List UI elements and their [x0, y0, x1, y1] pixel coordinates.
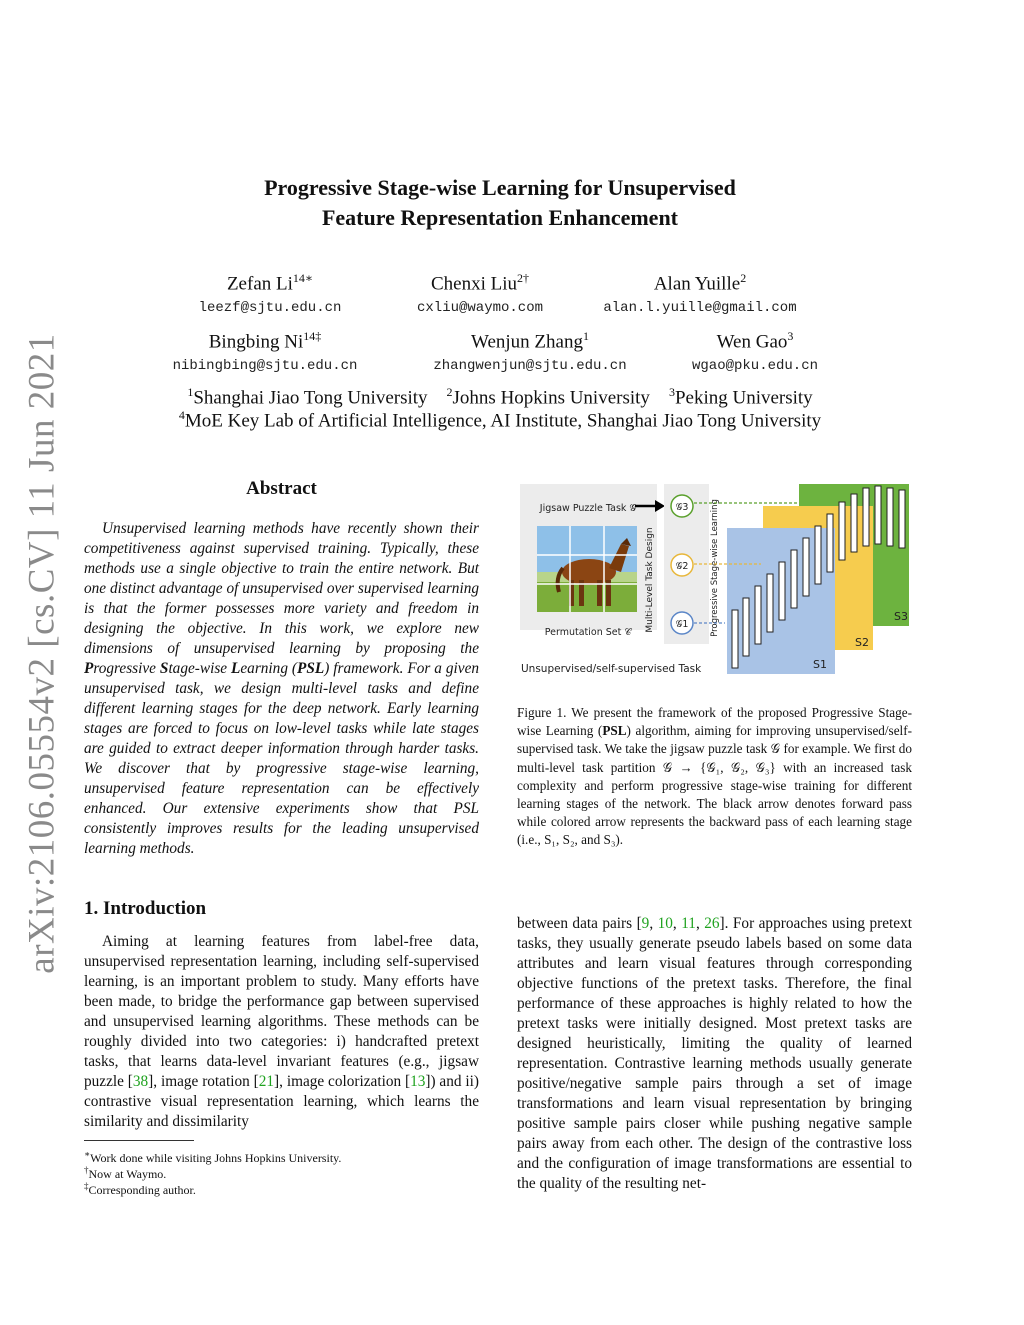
bottom-task-label: Unsupervised/self-supervised Task: [521, 663, 702, 675]
author-name-text: Chenxi Liu: [430, 273, 518, 295]
author-name-text: Wenjun Zhang: [471, 331, 583, 353]
affil-mark: 2: [446, 385, 453, 399]
footnote-text: Work done while visiting Johns Hopkins University.: [90, 1151, 342, 1165]
intro-text: ]. For approaches using pretext tasks, they usually generate pseudo labels based on some data attributes and learn visual features through corresponding objective functions of the pretext tasks. Therefore, the final performance of these approaches is highly related to how the pretext tasks were initially designed. Most pretext tasks are designed heuristically, limiting the quality of learned representation. Contrastive learning methods usually generate positive/negative sample pairs through a set of image transformations and learn visual representation by bringing positive sample pairs closer while pushing negative sample pairs away from each other. The design of the contrastive loss and the configuration of image transformations are essential to the quality of the resulting net-: [517, 915, 912, 1192]
footnote-mark: ∗: [84, 1149, 91, 1159]
author-name-text: Alan Yuille: [653, 273, 741, 295]
footnote-text: Corresponding author.: [88, 1183, 196, 1197]
abstract-heading: Abstract: [246, 478, 317, 499]
footnote-mark: †: [84, 1165, 89, 1175]
author-name: [390, 271, 570, 295]
intro-text: ,: [695, 915, 705, 932]
citation-link[interactable]: 26: [704, 915, 720, 932]
horse-image: [537, 526, 637, 612]
forward-arrowhead: [655, 500, 665, 512]
arxiv-identifier: [18, 332, 66, 974]
citation-link[interactable]: 38: [132, 1073, 149, 1090]
s3-label: S3: [894, 610, 908, 623]
g3-label: 𝒢3: [675, 502, 689, 513]
footnote: [84, 1178, 196, 1198]
author-affil-mark: 14‡: [303, 329, 322, 343]
intro-text: ,: [672, 915, 682, 932]
author-email[interactable]: wgao@pku.edu.cn: [691, 358, 819, 374]
author-name: [175, 329, 355, 353]
g1-label: 𝒢1: [675, 619, 689, 630]
author-affil-mark: 3: [787, 329, 794, 343]
author-affil-mark: 1: [582, 329, 589, 343]
author-affil-mark: 2†: [517, 271, 530, 285]
title-line-2: Feature Representation Enhancement: [321, 205, 679, 230]
title-line-1: Progressive Stage-wise Learning for Unsupervised: [264, 175, 736, 200]
author-name: [440, 329, 620, 353]
author-name-text: Bingbing Ni: [208, 331, 304, 353]
affiliation: Peking University: [674, 387, 813, 409]
abstract-bold: L: [231, 660, 241, 677]
arxiv-identifier-text: arXiv:2106.05554v2 [cs.CV] 11 Jun 2021: [21, 332, 63, 974]
abstract-bold: PSL: [297, 660, 325, 677]
affiliation: Shanghai Jiao Tong University: [193, 387, 428, 409]
author-affil-mark: 14∗: [292, 271, 314, 285]
affiliations-line-1: [120, 385, 880, 409]
figure-1: [517, 480, 912, 680]
intro-right-column: [517, 914, 912, 1194]
figure-caption: [517, 704, 912, 850]
intro-text: between data pairs [: [517, 915, 642, 932]
jigsaw-label: Jigsaw Puzzle Task 𝒢: [539, 503, 637, 514]
abstract-text: tage-wise: [168, 660, 232, 677]
s2-label: S2: [855, 636, 869, 649]
abstract-text: framework. For a given unsupervised task, we design multi-level tasks and define different learning stages for the deep network. Early learning stages are forced to focus on low-level tasks while late stages are guided to extract deeper information through harder tasks. We discover that by progressive stage-wise learning, unsupervised feature representation can be effectively enhanced. Our extensive experiments show that PSL consistently improves results for the leading unsupervised learning methods.: [84, 660, 480, 857]
author-email[interactable]: alan.l.yuille@gmail.com: [603, 300, 797, 316]
citation-link[interactable]: 11: [681, 915, 696, 932]
s1-label: S1: [813, 658, 827, 671]
intro-text: ], image rotation [: [148, 1073, 259, 1090]
caption-bold: PSL: [602, 723, 627, 739]
citation-link[interactable]: 10: [657, 915, 673, 932]
intro-text: ,: [649, 915, 658, 932]
progressive-label: Progressive Stage-wise Learning: [710, 499, 720, 637]
introduction-heading: 1. Introduction: [84, 898, 207, 919]
author-email[interactable]: leezf@sjtu.edu.cn: [198, 300, 342, 316]
permutation-label: Permutation Set 𝒞: [544, 627, 632, 638]
intro-text: Aiming at learning features from label-free data, unsupervised representation learning, including self-supervised learning, is an important problem to study. Many efforts have been made, to bridge the performance gap between supervised and unsupervised learning algorithms. These methods can be roughly divided into two categories: i) handcrafted pretext tasks, that learns data-level invariant features (e.g., jigsaw puzzle [: [84, 933, 479, 1090]
intro-text: ]) and ii) contrastive visual representation learning, which learns the similarity and dissimilarity: [84, 1073, 479, 1130]
footnote-mark: ‡: [84, 1181, 89, 1191]
affiliation: Johns Hopkins University: [452, 387, 650, 409]
caption-text: Figure 1. We present the framework of the proposed Progressive Stage-wise Learning (: [517, 705, 912, 739]
citation-link[interactable]: 9: [641, 915, 650, 932]
author-name: [610, 271, 790, 295]
author-email[interactable]: zhangwenjun@sjtu.edu.cn: [433, 358, 627, 374]
affil-mark: 1: [187, 385, 194, 399]
citation-link[interactable]: 13: [410, 1073, 426, 1090]
intro-text: ], image colorization [: [274, 1073, 411, 1090]
abstract-bold: S: [159, 660, 169, 677]
abstract-text: earning (: [240, 660, 298, 677]
g2-label: 𝒢2: [675, 561, 689, 572]
affiliation: MoE Key Lab of Artificial Intelligence, AI Institute, Shanghai Jiao Tong University: [184, 410, 822, 432]
author-email[interactable]: nibingbing@sjtu.edu.cn: [172, 358, 358, 374]
author-name-text: Zefan Li: [226, 273, 293, 295]
affiliations-line-2: [120, 408, 880, 432]
author-name: [180, 271, 360, 295]
footnote-text: Now at Waymo.: [88, 1167, 167, 1181]
citation-link[interactable]: 21: [258, 1073, 275, 1090]
affil-mark: 3: [668, 385, 675, 399]
author-name: [665, 329, 845, 353]
intro-left-column: [84, 932, 479, 1132]
abstract-text: rogressive: [93, 660, 160, 677]
affil-mark: 4: [178, 408, 185, 422]
author-affil-mark: 2: [740, 271, 747, 285]
paper-title: [150, 173, 850, 233]
author-email[interactable]: cxliu@waymo.com: [416, 300, 544, 316]
abstract-body: [84, 519, 479, 859]
footnote-rule: [84, 1140, 194, 1141]
abstract-text: Unsupervised learning methods have recently shown their competitiveness against supervised training. Typically, these methods use a single objective to train the entire network. But one distinct advantage of unsupervised over supervised learning is that the former possesses more variety and freedom in designing the objective. In this work, we explore new dimensions of unsupervised learning by proposing the: [84, 520, 479, 657]
author-name-text: Wen Gao: [716, 331, 788, 353]
abstract-text: ): [324, 660, 330, 677]
multilevel-label: Multi-Level Task Design: [645, 527, 655, 633]
abstract-bold: P: [84, 660, 94, 677]
caption-text: ) algorithm, aiming for improving unsupervised/self-supervised task. We take the jigsaw puzzle task 𝒢 for example. We first do multi-level task partition 𝒢 → {𝒢₁, 𝒢₂, 𝒢₃} with an increased task complexity and perform progressive stage-wise training for different learning stages of the network. The black arrow denotes forward pass while colored arrow represents the backward pass of each learning stage (i.e., S₁, S₂, and S₃).: [517, 723, 912, 848]
